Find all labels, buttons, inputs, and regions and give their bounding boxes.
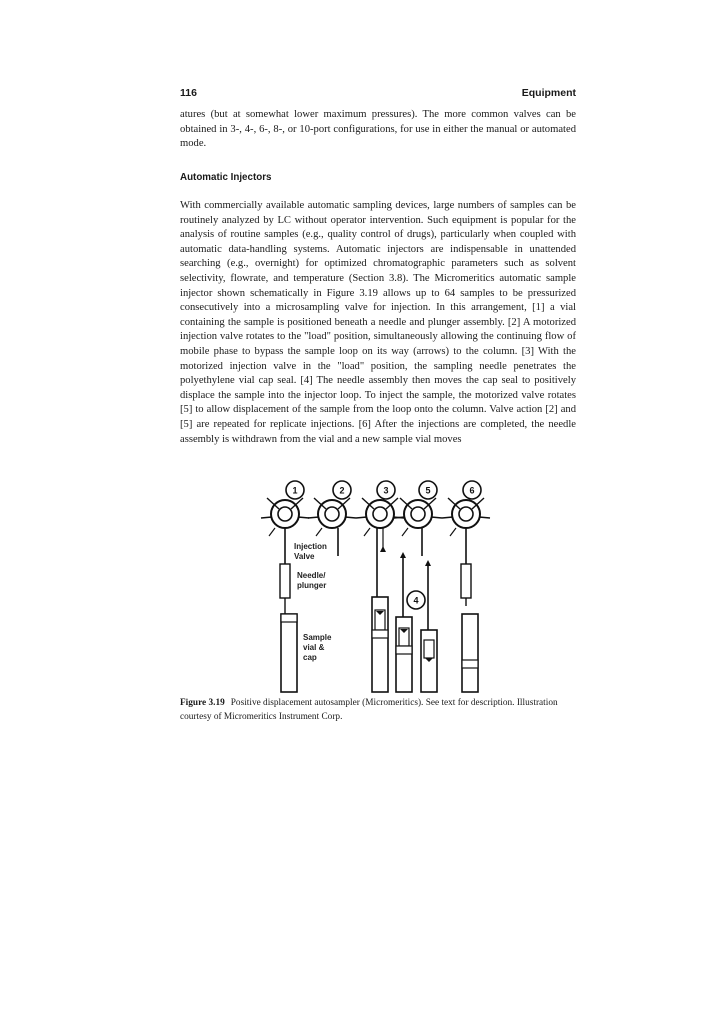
figure-caption <box>180 697 576 724</box>
step-marker-2 <box>333 481 351 499</box>
running-head <box>180 87 576 103</box>
step-marker-4 <box>407 591 425 609</box>
svg-text:3: 3 <box>383 485 389 496</box>
label-cap: cap <box>303 653 317 662</box>
autosampler-diagram <box>250 472 500 698</box>
svg-text:1: 1 <box>292 485 298 496</box>
caption-label: Figure 3.19 <box>180 698 225 708</box>
svg-text:5: 5 <box>425 485 431 496</box>
step-marker-5 <box>419 481 437 499</box>
paragraph-main: With commercially available automatic sampling devices, large numbers of samples can be routinely analyzed by LC without operator intervention. Such equipment is popular for the analysis of routine samples (e.g., quality control of drugs), particularly when coupled with automatic data-handling systems. Automatic injectors are indispensable in unattended searching (e.g., overnight) for optimized chromatographic parameters such as solvent selectivity, flowrate, and temperature (Section 3.8). The Micromeritics automatic sample injector shown schematically in Figure 3.19 allows up to 64 samples to be pressurized consecutively into a microsampling valve for injection. In this arrangement, [1] a vial containing the sample is positioned beneath a needle and plunger assembly. [2] A motorized injection valve rotates to the "load" position, simultaneously allowing the continuing flow of mobile phase to bypass the sample loop on its way (arrows) to the column. [3] With the motorized injection valve in the "load" position, the sampling needle penetrates the polyethylene vial cap seal. [4] The needle assembly then moves the cap seal to positively displace the sample into the injector loop. To inject the sample, the motorized valve rotates [5] to allow displacement of the sample from the loop onto the column. Valve action [2] and [5] are repeated for replicate injections. [6] After the injections are completed, the needle assembly is withdrawn from the vial and a new sample vial moves <box>180 200 576 445</box>
step-marker-1 <box>286 481 304 499</box>
label-needle: Needle/ <box>297 571 326 580</box>
subheading-automatic-injectors: Automatic Injectors <box>180 172 272 183</box>
figure-autosampler <box>250 472 500 698</box>
caption-text: Positive displacement autosampler (Micromeritics). See text for description. Illustration courtesy of Micromeritics Instrument Corp. <box>180 698 558 722</box>
step-marker-3 <box>377 481 395 499</box>
label-plunger: plunger <box>297 581 327 590</box>
svg-text:2: 2 <box>339 485 345 496</box>
assembly-step-1 <box>261 498 309 692</box>
assembly-step-4 <box>396 552 412 692</box>
section-title: Equipment <box>521 87 576 99</box>
svg-text:4: 4 <box>413 595 419 606</box>
page-number: 116 <box>180 87 197 99</box>
paragraph-intro: atures (but at somewhat lower maximum pressures). The more common valves can be obtained in 3-, 4-, 6-, 8-, or 10-port configurations, for use in either the manual or automated mode. <box>180 109 576 150</box>
label-valve: Valve <box>294 552 315 561</box>
svg-text:6: 6 <box>469 485 475 496</box>
assembly-step-6 <box>442 498 490 692</box>
label-sample: Sample <box>303 633 332 642</box>
label-vial: vial & <box>303 643 325 652</box>
label-injection: Injection <box>294 542 327 551</box>
step-marker-6 <box>463 481 481 499</box>
